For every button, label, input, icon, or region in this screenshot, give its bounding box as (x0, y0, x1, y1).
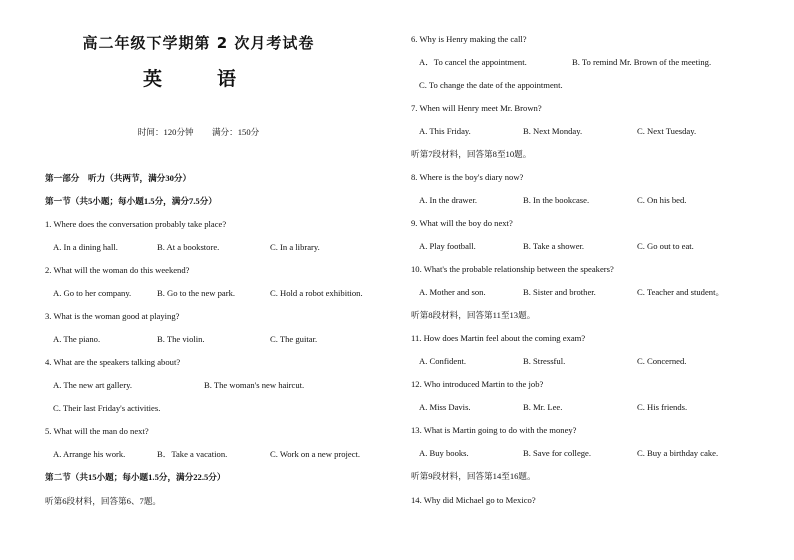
question-11: 11. How does Martin feel about the coming exam? (411, 333, 586, 343)
full-score: 满分：150分 (211, 127, 260, 137)
q1-option-c: C. In a library. (270, 242, 320, 252)
material-7-instruction: 听第7段材料，回答第8至10题。 (411, 149, 532, 159)
subject-title: 英 语 (142, 68, 254, 90)
question-6: 6. Why is Henry making the call? (411, 34, 527, 44)
q6-option-a: A．To cancel the appointment. (419, 57, 527, 67)
q8-option-b: B. In the bookcase. (523, 195, 590, 205)
question-8: 8. Where is the boy's diary now? (411, 172, 524, 182)
q11-option-c: C. Concerned. (637, 356, 687, 366)
q6-option-b: B. To remind Mr. Brown of the meeting. (572, 57, 712, 67)
question-9: 9. What will the boy do next? (411, 218, 513, 228)
q4-option-a: A. The new art gallery. (53, 380, 132, 390)
question-5: 5. What will the man do next? (45, 426, 149, 436)
q3-option-b: B. The violin. (157, 334, 205, 344)
q7-option-b: B. Next Monday. (523, 126, 583, 136)
q12-option-b: B. Mr. Lee. (523, 402, 563, 412)
section2-heading: 第二节（共15小题；每小题1.5分，满分22.5分） (45, 472, 226, 482)
q11-option-b: B. Stressful. (523, 356, 566, 366)
question-2: 2. What will the woman do this weekend? (45, 265, 190, 275)
question-12: 12. Who introduced Martin to the job? (411, 379, 544, 389)
q2-option-c: C. Hold a robot exhibition. (270, 288, 363, 298)
q1-option-b: B. At a bookstore. (157, 242, 220, 252)
exam-info (0, 126, 397, 138)
q6-option-c: C. To change the date of the appointment. (419, 80, 563, 90)
q10-option-c: C. Teacher and student。 (637, 287, 725, 297)
q5-option-a: A. Arrange his work. (53, 449, 126, 459)
question-1: 1. Where does the conversation probably take place? (45, 219, 227, 229)
q10-option-a: A. Mother and son. (419, 287, 486, 297)
question-3: 3. What is the woman good at playing? (45, 311, 180, 321)
q8-option-c: C. On his bed. (637, 195, 687, 205)
part1-heading: 第一部分 听力（共两节，满分30分） (45, 173, 192, 183)
q4-option-b: B. The woman's new haircut. (204, 380, 305, 390)
q13-option-c: C. Buy a birthday cake. (637, 448, 719, 458)
q10-option-b: B. Sister and brother. (523, 287, 596, 297)
q5-option-c: C. Work on a new project. (270, 449, 361, 459)
material-8-instruction: 听第8段材料，回答第11至13题。 (411, 310, 536, 320)
q9-option-c: C. Go out to eat. (637, 241, 694, 251)
q12-option-a: A. Miss Davis. (419, 402, 471, 412)
q9-option-a: A. Play football. (419, 241, 476, 251)
material-9-instruction: 听第9段材料，回答第14至16题。 (411, 471, 536, 481)
q4-option-c: C. Their last Friday's activities. (53, 403, 161, 413)
question-10: 10. What's the probable relationship between the speakers? (411, 264, 614, 274)
q13-option-a: A. Buy books. (419, 448, 469, 458)
q8-option-a: A. In the drawer. (419, 195, 477, 205)
time-limit: 时间：120分钟 (137, 127, 194, 137)
q2-option-b: B. Go to the new park. (157, 288, 236, 298)
q3-option-c: C. The guitar. (270, 334, 318, 344)
question-4: 4. What are the speakers talking about? (45, 357, 181, 367)
question-7: 7. When will Henry meet Mr. Brown? (411, 103, 542, 113)
q3-option-a: A. The piano. (53, 334, 101, 344)
q7-option-a: A. This Friday. (419, 126, 471, 136)
question-14: 14. Why did Michael go to Mexico? (411, 495, 536, 505)
q12-option-c: C. His friends. (637, 402, 688, 412)
q7-option-c: C. Next Tuesday. (637, 126, 697, 136)
question-13: 13. What is Martin going to do with the money? (411, 425, 577, 435)
q5-option-b: B．Take a vacation. (157, 449, 228, 459)
exam-title: 高二年级下学期第 2 次月考试卷 (82, 34, 315, 52)
q11-option-a: A. Confident. (419, 356, 467, 366)
q13-option-b: B. Save for college. (523, 448, 592, 458)
section1-heading: 第一节（共5小题；每小题1.5分，满分7.5分） (45, 196, 217, 206)
material-6-instruction: 听第6段材料，回答第6、7题。 (45, 496, 162, 506)
q9-option-b: B. Take a shower. (523, 241, 585, 251)
q1-option-a: A. In a dining hall. (53, 242, 118, 252)
q2-option-a: A. Go to her company. (53, 288, 132, 298)
